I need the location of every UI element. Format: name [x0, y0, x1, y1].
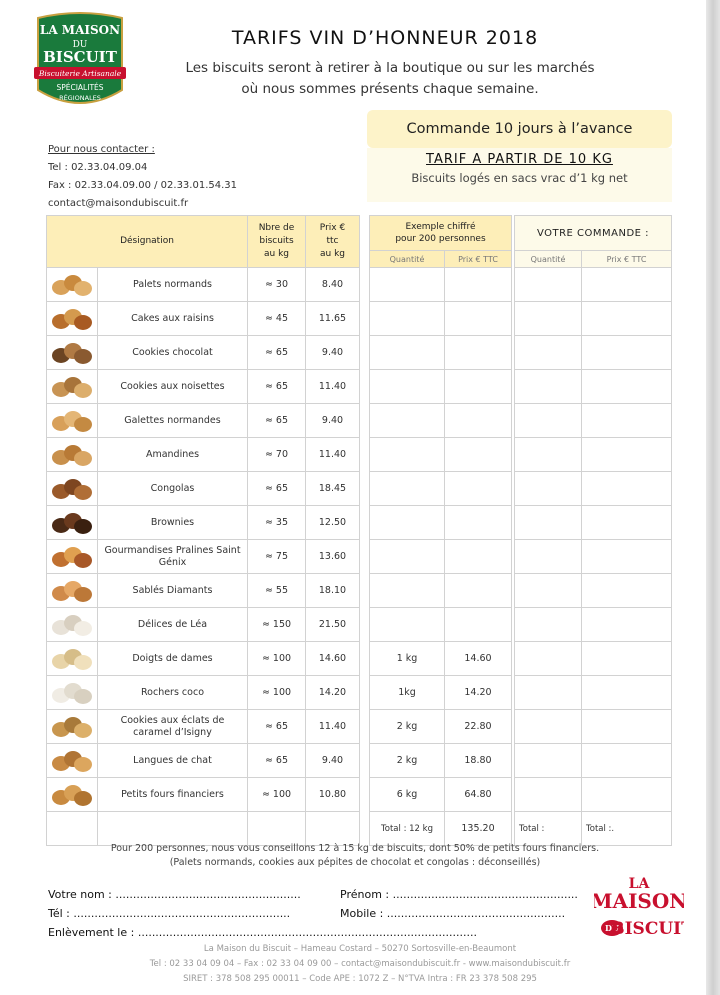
product-name: Rochers coco — [98, 676, 248, 710]
example-qty — [370, 472, 445, 506]
field-prenom[interactable] — [340, 888, 578, 901]
example-total — [445, 608, 512, 642]
product-price-per-kg: 11.40 — [306, 438, 360, 472]
header-designation: Désignation — [47, 216, 248, 268]
product-row — [47, 268, 360, 302]
blank-cell — [47, 812, 98, 846]
svg-text:RÉGIONALES: RÉGIONALES — [59, 94, 101, 102]
example-total: 14.20 — [445, 676, 512, 710]
footer-line-3: SIRET : 378 508 295 00011 – Code APE : 1072 Z – N°TVA Intra : FR 23 378 508 295 — [183, 974, 537, 984]
your-order-qty-cell[interactable] — [515, 574, 582, 608]
product-name: Congolas — [98, 472, 248, 506]
subtitle-line-2: où nous sommes présents chaque semaine. — [241, 81, 539, 97]
your-order-qty-cell[interactable] — [515, 472, 582, 506]
your-order-row — [515, 608, 672, 642]
header-nbre-l1: Nbre de — [258, 223, 295, 233]
your-order-qty-cell[interactable] — [515, 710, 582, 744]
svg-text:SPÉCIALITÉS: SPÉCIALITÉS — [56, 83, 104, 92]
product-price-per-kg: 11.40 — [306, 710, 360, 744]
product-price-per-kg: 11.40 — [306, 370, 360, 404]
example-table — [369, 215, 512, 846]
page-edge-shadow — [706, 0, 720, 995]
product-row — [47, 302, 360, 336]
product-name: Cookies chocolat — [98, 336, 248, 370]
footer — [80, 942, 640, 987]
biscuit-image-icon — [50, 646, 94, 672]
product-name: Palets normands — [98, 268, 248, 302]
example-col-prix: Prix € TTC — [445, 251, 512, 268]
product-name: Galettes normandes — [98, 404, 248, 438]
example-row — [370, 472, 512, 506]
field-tel[interactable] — [48, 907, 290, 920]
product-photo — [47, 302, 98, 336]
your-order-row — [515, 676, 672, 710]
product-count-per-kg: ≈ 65 — [248, 472, 306, 506]
advice-note-line-1: Pour 200 personnes, nous vous conseillons 12 à 15 kg de biscuits, dont 50% de petits fours financiers. — [110, 843, 600, 854]
product-name: Amandines — [98, 438, 248, 472]
subtitle-line-1: Les biscuits seront à retirer à la boutique ou sur les marchés — [185, 60, 595, 76]
product-name: Doigts de dames — [98, 642, 248, 676]
example-row — [370, 438, 512, 472]
product-count-per-kg: ≈ 65 — [248, 744, 306, 778]
product-photo — [47, 438, 98, 472]
your-order-prix-cell[interactable] — [582, 404, 672, 438]
your-order-prix-cell[interactable] — [582, 438, 672, 472]
header-prix — [306, 216, 360, 268]
example-total — [445, 404, 512, 438]
product-row — [47, 710, 360, 744]
product-photo — [47, 336, 98, 370]
your-order-prix-cell[interactable] — [582, 608, 672, 642]
product-count-per-kg: ≈ 30 — [248, 268, 306, 302]
your-order-prix-cell[interactable] — [582, 540, 672, 574]
product-count-per-kg: ≈ 35 — [248, 506, 306, 540]
biscuit-image-icon — [50, 782, 94, 808]
example-total-value: 135.20 — [445, 812, 512, 846]
example-qty: 6 kg — [370, 778, 445, 812]
header-prix-l3: au kg — [319, 249, 345, 259]
example-total: 18.80 — [445, 744, 512, 778]
example-row — [370, 574, 512, 608]
product-photo — [47, 472, 98, 506]
product-count-per-kg: ≈ 45 — [248, 302, 306, 336]
example-total — [445, 268, 512, 302]
your-order-row — [515, 574, 672, 608]
example-col-qty: Quantité — [370, 251, 445, 268]
your-order-prix-cell[interactable] — [582, 710, 672, 744]
biscuit-image-icon — [50, 408, 94, 434]
product-name: Délices de Léa — [98, 608, 248, 642]
your-order-prix-cell[interactable] — [582, 778, 672, 812]
your-order-prix-cell[interactable] — [582, 302, 672, 336]
product-name: Langues de chat — [98, 744, 248, 778]
biscuit-image-icon — [50, 714, 94, 740]
product-price-per-kg: 14.20 — [306, 676, 360, 710]
example-total — [445, 370, 512, 404]
example-total — [445, 506, 512, 540]
product-name: Cakes aux raisins — [98, 302, 248, 336]
product-price-per-kg: 18.45 — [306, 472, 360, 506]
product-name: Gourmandises Pralines Saint Génix — [98, 540, 248, 574]
footer-line-1: La Maison du Biscuit – Hameau Costard – 50270 Sortosville-en-Beaumont — [203, 944, 517, 954]
example-row — [370, 302, 512, 336]
product-row — [47, 744, 360, 778]
biscuit-image-icon — [50, 374, 94, 400]
product-count-per-kg: ≈ 100 — [248, 676, 306, 710]
your-order-row — [515, 540, 672, 574]
your-order-title: VOTRE COMMANDE : — [515, 216, 672, 251]
field-enlevement-dots: ................................................................................................. — [137, 926, 477, 939]
product-row — [47, 608, 360, 642]
example-qty — [370, 608, 445, 642]
example-header — [370, 216, 512, 251]
biscuit-image-icon — [50, 612, 94, 638]
example-row — [370, 608, 512, 642]
example-total-row — [370, 812, 512, 846]
your-order-prix-cell[interactable] — [582, 744, 672, 778]
tarif-title: TARIF A PARTIR DE 10 KG — [426, 152, 613, 167]
advice-note — [80, 842, 630, 870]
blank-cell — [98, 812, 248, 846]
product-count-per-kg: ≈ 55 — [248, 574, 306, 608]
product-row — [47, 336, 360, 370]
footer-line-2: Tel : 02 33 04 09 04 – Fax : 02 33 04 09 00 – contact@maisondubiscuit.fr - www.maisondubiscuit.fr — [149, 959, 571, 969]
product-row — [47, 574, 360, 608]
page-title: TARIFS VIN D’HONNEUR 2018 — [231, 27, 539, 49]
header-nbre-l2: biscuits — [259, 236, 294, 246]
page-subtitle — [140, 58, 640, 100]
example-qty — [370, 268, 445, 302]
product-count-per-kg: ≈ 100 — [248, 778, 306, 812]
field-enlevement-label: Enlèvement le : — [48, 926, 135, 939]
example-qty — [370, 404, 445, 438]
product-price-per-kg: 12.50 — [306, 506, 360, 540]
field-tel-label: Tél : — [48, 907, 70, 920]
field-tel-dots: .............................................................. — [73, 907, 291, 920]
example-total — [445, 336, 512, 370]
your-order-qty-cell[interactable] — [515, 642, 582, 676]
example-qty — [370, 336, 445, 370]
example-title-l2: pour 200 personnes — [395, 234, 486, 244]
example-qty — [370, 574, 445, 608]
biscuit-image-icon — [50, 578, 94, 604]
header-prix-l1: Prix € — [319, 223, 346, 233]
example-row — [370, 268, 512, 302]
field-nom[interactable] — [48, 888, 301, 901]
product-photo — [47, 506, 98, 540]
field-mobile[interactable] — [340, 907, 565, 920]
your-order-total-row — [515, 812, 672, 846]
example-total — [445, 574, 512, 608]
field-mobile-label: Mobile : — [340, 907, 384, 920]
svg-text:DU: DU — [605, 923, 619, 933]
product-name: Cookies aux noisettes — [98, 370, 248, 404]
your-order-row — [515, 710, 672, 744]
your-order-qty-cell[interactable] — [515, 404, 582, 438]
product-photo — [47, 676, 98, 710]
your-order-prix-cell[interactable] — [582, 336, 672, 370]
product-price-per-kg: 10.80 — [306, 778, 360, 812]
field-nom-dots: ..................................................... — [115, 888, 301, 901]
svg-text:BISCUIT: BISCUI — [610, 919, 682, 939]
product-price-per-kg: 9.40 — [306, 744, 360, 778]
your-order-qty-cell[interactable] — [515, 438, 582, 472]
product-name: Sablés Diamants — [98, 574, 248, 608]
product-count-per-kg: ≈ 65 — [248, 370, 306, 404]
biscuit-image-icon — [50, 442, 94, 468]
example-qty — [370, 370, 445, 404]
order-notice: Commande 10 jours à l’avance — [367, 110, 672, 148]
product-count-per-kg: ≈ 75 — [248, 540, 306, 574]
your-order-total-prix[interactable]: Total :. — [582, 812, 672, 846]
your-order-prix-cell[interactable] — [582, 574, 672, 608]
svg-text:BISCUIT: BISCUIT — [43, 48, 117, 66]
product-price-per-kg: 8.40 — [306, 268, 360, 302]
product-row — [47, 506, 360, 540]
blank-cell — [248, 812, 306, 846]
example-qty: 1 kg — [370, 642, 445, 676]
your-order-qty-cell[interactable] — [515, 540, 582, 574]
product-count-per-kg: ≈ 65 — [248, 710, 306, 744]
example-row — [370, 370, 512, 404]
example-total — [445, 438, 512, 472]
your-order-row — [515, 506, 672, 540]
product-row-total-blank — [47, 812, 360, 846]
tarif-subtitle: Biscuits logés en sacs vrac d’1 kg net — [411, 171, 628, 185]
product-price-per-kg: 18.10 — [306, 574, 360, 608]
maison-du-biscuit-logo — [30, 12, 130, 114]
contact-fax: Fax : 02.33.04.09.00 / 02.33.01.54.31 — [48, 180, 238, 191]
field-nom-label: Votre nom : — [48, 888, 112, 901]
product-table — [46, 215, 360, 846]
example-total: 22.80 — [445, 710, 512, 744]
maison-du-biscuit-logo-bottom — [594, 872, 684, 944]
product-photo — [47, 608, 98, 642]
contact-heading: Pour nous contacter : — [48, 144, 155, 155]
product-photo — [47, 574, 98, 608]
your-order-row — [515, 336, 672, 370]
your-order-prix-cell[interactable] — [582, 268, 672, 302]
your-order-prix-cell[interactable] — [582, 472, 672, 506]
your-order-row — [515, 778, 672, 812]
example-row — [370, 710, 512, 744]
product-row — [47, 642, 360, 676]
your-order-col-qty: Quantité — [515, 251, 582, 268]
field-prenom-label: Prénom : — [340, 888, 390, 901]
your-order-row — [515, 744, 672, 778]
product-photo — [47, 710, 98, 744]
example-row — [370, 404, 512, 438]
product-price-per-kg: 9.40 — [306, 336, 360, 370]
example-total: 64.80 — [445, 778, 512, 812]
your-order-qty-cell[interactable] — [515, 506, 582, 540]
your-order-qty-cell[interactable] — [515, 608, 582, 642]
product-photo — [47, 744, 98, 778]
contact-tel: Tel : 02.33.04.09.04 — [48, 162, 148, 173]
example-total — [445, 540, 512, 574]
your-order-row — [515, 642, 672, 676]
your-order-row — [515, 404, 672, 438]
product-name: Petits fours financiers — [98, 778, 248, 812]
your-order-prix-cell[interactable] — [582, 370, 672, 404]
product-photo — [47, 642, 98, 676]
product-row — [47, 676, 360, 710]
your-order-qty-cell[interactable] — [515, 676, 582, 710]
example-qty — [370, 438, 445, 472]
biscuit-image-icon — [50, 340, 94, 366]
example-qty: 2 kg — [370, 744, 445, 778]
blank-cell — [306, 812, 360, 846]
product-row — [47, 540, 360, 574]
biscuit-image-icon — [50, 748, 94, 774]
your-order-table — [514, 215, 672, 846]
example-qty — [370, 540, 445, 574]
biscuit-image-icon — [50, 544, 94, 570]
your-order-row — [515, 438, 672, 472]
svg-text:MAISON: MAISON — [594, 889, 684, 913]
example-total: 14.60 — [445, 642, 512, 676]
your-order-prix-cell[interactable] — [582, 642, 672, 676]
example-total-label: Total : 12 kg — [370, 812, 445, 846]
svg-text:DU: DU — [72, 40, 88, 50]
biscuit-image-icon — [50, 476, 94, 502]
your-order-row — [515, 302, 672, 336]
product-photo — [47, 540, 98, 574]
product-price-per-kg: 21.50 — [306, 608, 360, 642]
svg-text:LA MAISON: LA MAISON — [39, 23, 121, 37]
advice-note-line-2: (Palets normands, cookies aux pépites de chocolat et congolas : déconseillés) — [169, 857, 541, 868]
product-row — [47, 472, 360, 506]
field-enlevement[interactable] — [48, 926, 477, 939]
product-photo — [47, 370, 98, 404]
product-row — [47, 438, 360, 472]
product-name: Brownies — [98, 506, 248, 540]
product-price-per-kg: 14.60 — [306, 642, 360, 676]
product-photo — [47, 404, 98, 438]
example-row — [370, 540, 512, 574]
your-order-row — [515, 370, 672, 404]
example-row — [370, 676, 512, 710]
product-price-per-kg: 9.40 — [306, 404, 360, 438]
header-nbre-l3: au kg — [263, 249, 289, 259]
example-row — [370, 744, 512, 778]
example-row — [370, 778, 512, 812]
product-count-per-kg: ≈ 100 — [248, 642, 306, 676]
example-total — [445, 302, 512, 336]
product-photo — [47, 268, 98, 302]
your-order-qty-cell[interactable] — [515, 744, 582, 778]
product-price-per-kg: 11.65 — [306, 302, 360, 336]
your-order-col-prix: Prix € TTC — [582, 251, 672, 268]
your-order-qty-cell[interactable] — [515, 336, 582, 370]
biscuit-image-icon — [50, 306, 94, 332]
product-count-per-kg: ≈ 65 — [248, 336, 306, 370]
your-order-qty-cell[interactable] — [515, 370, 582, 404]
example-row — [370, 336, 512, 370]
example-qty: 2 kg — [370, 710, 445, 744]
biscuit-image-icon — [50, 510, 94, 536]
product-price-per-kg: 13.60 — [306, 540, 360, 574]
contact-block — [48, 141, 237, 213]
your-order-prix-cell[interactable] — [582, 676, 672, 710]
tarif-box — [367, 148, 672, 202]
example-title-l1: Exemple chiffré — [405, 222, 476, 232]
contact-email: contact@maisondubiscuit.fr — [48, 198, 189, 209]
your-order-row — [515, 472, 672, 506]
example-qty — [370, 506, 445, 540]
biscuit-image-icon — [50, 272, 94, 298]
product-row — [47, 370, 360, 404]
your-order-qty-cell[interactable] — [515, 778, 582, 812]
your-order-row — [515, 268, 672, 302]
product-name: Cookies aux éclats de caramel d’Isigny — [98, 710, 248, 744]
your-order-total-qty[interactable]: Total : — [515, 812, 582, 846]
product-photo — [47, 778, 98, 812]
product-count-per-kg: ≈ 70 — [248, 438, 306, 472]
biscuit-image-icon — [50, 680, 94, 706]
product-row — [47, 404, 360, 438]
header-nbre — [248, 216, 306, 268]
product-count-per-kg: ≈ 65 — [248, 404, 306, 438]
example-qty — [370, 302, 445, 336]
your-order-qty-cell[interactable] — [515, 302, 582, 336]
example-total — [445, 472, 512, 506]
product-count-per-kg: ≈ 150 — [248, 608, 306, 642]
field-prenom-dots: ..................................................... — [392, 888, 578, 901]
field-mobile-dots: ................................................... — [386, 907, 566, 920]
example-qty: 1kg — [370, 676, 445, 710]
your-order-prix-cell[interactable] — [582, 506, 672, 540]
example-row — [370, 506, 512, 540]
example-row — [370, 642, 512, 676]
svg-text:LA: LA — [628, 876, 650, 892]
header-prix-l2: ttc — [326, 236, 339, 246]
your-order-qty-cell[interactable] — [515, 268, 582, 302]
svg-text:Biscuiterie Artisanale: Biscuiterie Artisanale — [38, 69, 122, 78]
product-row — [47, 778, 360, 812]
